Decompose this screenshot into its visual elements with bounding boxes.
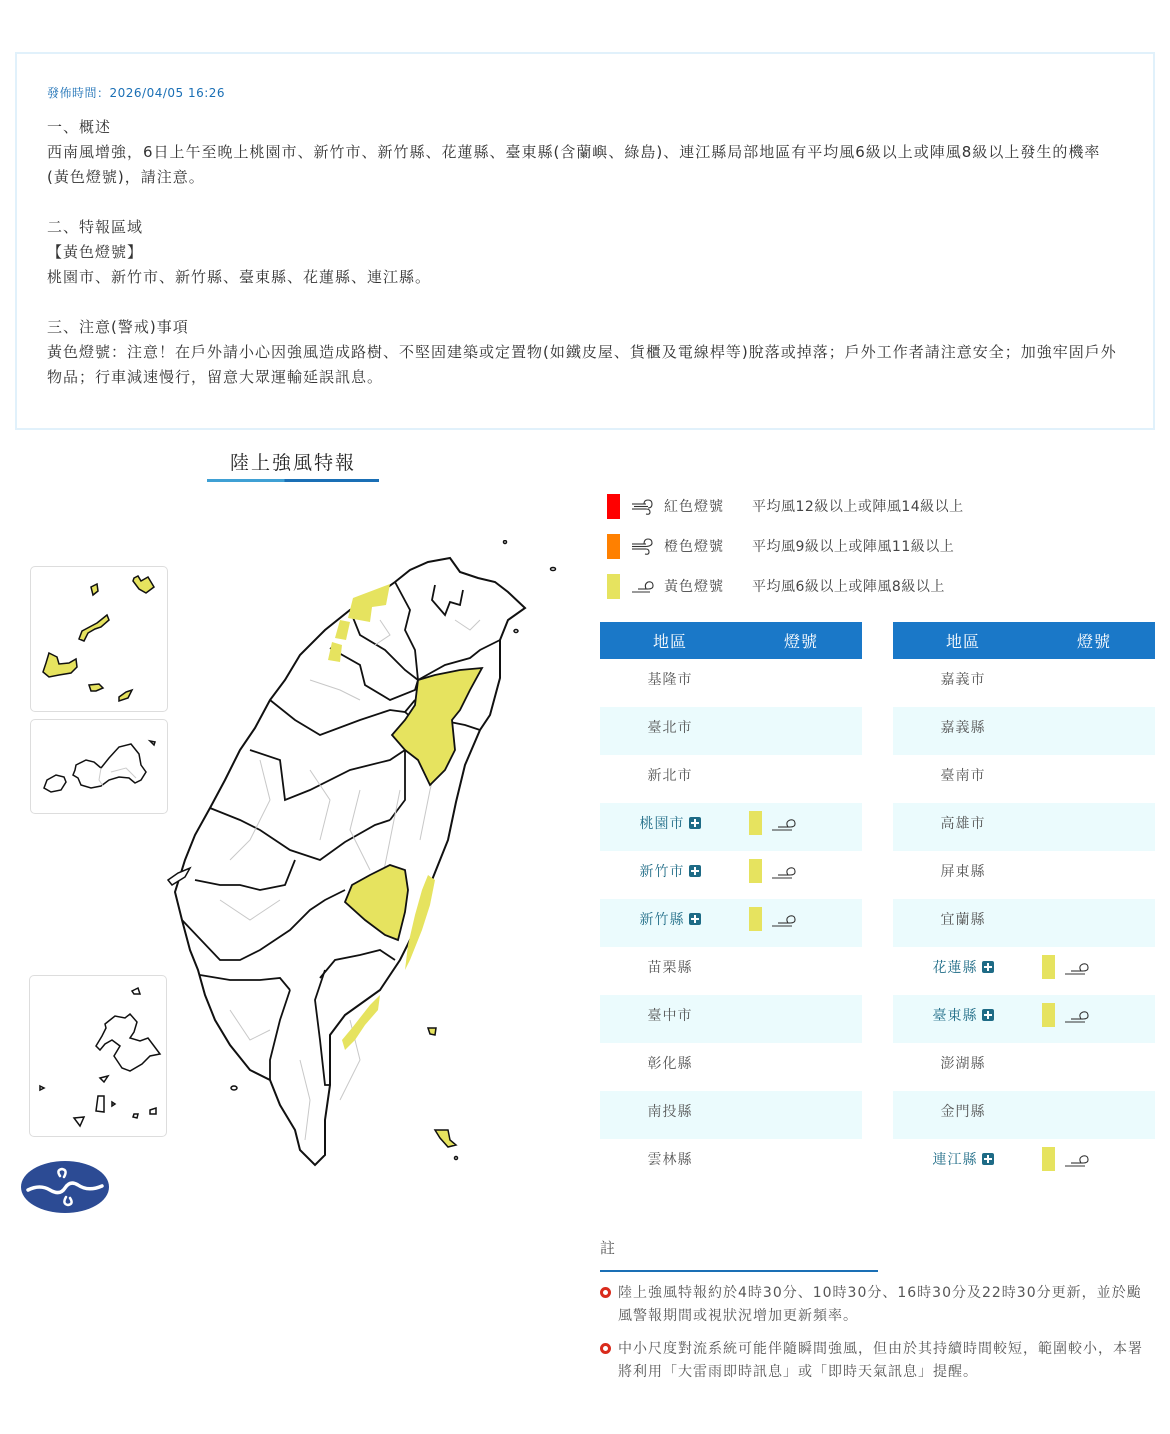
- region-label: 臺東縣: [932, 1008, 978, 1024]
- section-area-label: 【黃色燈號】: [47, 243, 144, 261]
- region-label: 澎湖縣: [940, 1056, 986, 1072]
- table-row: [600, 707, 862, 755]
- signal-cell: [1033, 1003, 1155, 1027]
- table-row: [893, 947, 1155, 995]
- yellow-signal-swatch: [749, 811, 762, 835]
- signal-cell: [740, 667, 862, 691]
- signal-cell: [1033, 667, 1155, 691]
- region-label: 嘉義縣: [940, 720, 986, 736]
- expand-plus-icon[interactable]: [982, 1009, 994, 1021]
- light-wind-icon: [1063, 957, 1091, 977]
- region-name: [600, 1053, 740, 1073]
- signal-cell: [740, 763, 862, 787]
- region-label: 金門縣: [940, 1104, 986, 1120]
- legend-orange-desc: 平均風9級以上或陣風11級以上: [752, 539, 955, 555]
- region-name: [893, 717, 1033, 737]
- issue-time: 發佈時間：2026/04/05 16:26: [47, 86, 226, 100]
- red-swatch: [607, 494, 620, 519]
- signal-cell: [740, 1051, 862, 1075]
- section-overview-title: 一、概述: [47, 118, 112, 136]
- table-row: [893, 755, 1155, 803]
- region-label: 雲林縣: [647, 1152, 693, 1168]
- cwa-logo-icon: [20, 1160, 110, 1214]
- light-wind-icon: [630, 576, 656, 596]
- region-name: [600, 1101, 740, 1121]
- region-label: 新竹市: [639, 864, 685, 880]
- header-signal: 燈號: [783, 632, 818, 651]
- note-text: 中小尺度對流系統可能伴隨瞬間強風，但由於其持續時間較短，範圍較小，本署將利用「大雷雨即時訊息」或「即時天氣訊息」提醒。: [618, 1341, 1143, 1380]
- legend-red-name: 紅色燈號: [664, 499, 724, 515]
- expand-plus-icon[interactable]: [689, 817, 701, 829]
- section-caution-body: 黃色燈號：注意！在戶外請小心因強風造成路樹、不堅固建築或定置物(如鐵皮屋、貨櫃及電線桿等)脫落或掉落；戶外工作者請注意安全；加強牢固戶外物品；行車減速慢行，留意大眾運輸延誤訊息。: [47, 343, 1117, 386]
- signal-cell: [1033, 1099, 1155, 1123]
- region-name[interactable]: [600, 861, 740, 881]
- region-name: [893, 909, 1033, 929]
- bullet-icon: [600, 1343, 611, 1354]
- legend-orange: [607, 526, 964, 566]
- region-label: 連江縣: [932, 1152, 978, 1168]
- table-row: [600, 803, 862, 851]
- region-name: [893, 765, 1033, 785]
- expand-plus-icon[interactable]: [982, 961, 994, 973]
- inset-penghu[interactable]: [29, 975, 167, 1137]
- signal-legend: [607, 486, 964, 606]
- medium-wind-icon: [630, 536, 656, 556]
- light-wind-icon: [770, 813, 798, 833]
- expand-plus-icon[interactable]: [689, 865, 701, 877]
- signal-cell: [740, 907, 862, 931]
- yellow-swatch: [607, 574, 620, 599]
- notes-section: [600, 1237, 1155, 1394]
- region-name: [893, 1101, 1033, 1121]
- table-header: [893, 622, 1155, 659]
- bullet-icon: [600, 1287, 611, 1298]
- table-row: [893, 851, 1155, 899]
- signal-cell: [1033, 907, 1155, 931]
- expand-plus-icon[interactable]: [982, 1153, 994, 1165]
- table-row: [893, 803, 1155, 851]
- signal-cell: [1033, 1147, 1155, 1171]
- light-wind-icon: [1063, 1149, 1091, 1169]
- legend-yellow: [607, 566, 964, 606]
- region-table-right: [893, 622, 1155, 1187]
- table-row: [600, 899, 862, 947]
- region-name[interactable]: [893, 1005, 1033, 1025]
- signal-cell: [1033, 859, 1155, 883]
- region-label: 苗栗縣: [647, 960, 693, 976]
- yellow-signal-swatch: [749, 859, 762, 883]
- light-wind-icon: [770, 909, 798, 929]
- taiwan-warning-map: [0, 490, 580, 1230]
- table-row: [893, 1043, 1155, 1091]
- taiwan-main-map-icon: [160, 540, 570, 1180]
- legend-yellow-name: 黃色燈號: [664, 579, 724, 595]
- region-name: [893, 1053, 1033, 1073]
- signal-cell: [1033, 715, 1155, 739]
- region-name: [600, 765, 740, 785]
- signal-cell: [740, 1003, 862, 1027]
- region-label: 花蓮縣: [932, 960, 978, 976]
- region-name[interactable]: [600, 813, 740, 833]
- table-row: [600, 755, 862, 803]
- region-name: [600, 957, 740, 977]
- signal-cell: [740, 955, 862, 979]
- table-row: [893, 1139, 1155, 1187]
- penghu-map-icon: [30, 976, 168, 1138]
- yellow-signal-swatch: [1042, 1147, 1055, 1171]
- table-row: [600, 947, 862, 995]
- signal-cell: [740, 811, 862, 835]
- signal-cell: [1033, 955, 1155, 979]
- note-text: 陸上強風特報約於4時30分、10時30分、16時30分及22時30分更新，並於颱風警報期間或視狀況增加更新頻率。: [618, 1285, 1142, 1324]
- light-wind-icon: [770, 861, 798, 881]
- map-title-block: [207, 448, 379, 482]
- lienchiang-map-icon: [31, 567, 169, 713]
- notes-underline: [600, 1270, 878, 1272]
- region-label: 南投縣: [647, 1104, 693, 1120]
- region-label: 高雄市: [940, 816, 986, 832]
- legend-yellow-desc: 平均風6級以上或陣風8級以上: [752, 579, 945, 595]
- region-name: [600, 1149, 740, 1169]
- expand-plus-icon[interactable]: [689, 913, 701, 925]
- signal-cell: [1033, 1051, 1155, 1075]
- yellow-signal-swatch: [749, 907, 762, 931]
- region-label: 臺中市: [647, 1008, 693, 1024]
- region-label: 桃園市: [639, 816, 685, 832]
- signal-cell: [1033, 763, 1155, 787]
- orange-swatch: [607, 534, 620, 559]
- table-row: [600, 995, 862, 1043]
- table-row: [600, 659, 862, 707]
- region-label: 臺南市: [940, 768, 986, 784]
- header-region: 地區: [945, 632, 980, 651]
- region-label: 宜蘭縣: [940, 912, 986, 928]
- region-name: [893, 669, 1033, 689]
- map-title-underline: [207, 479, 379, 482]
- section-caution-title: 三、注意(警戒)事項: [47, 318, 189, 336]
- region-name: [600, 1005, 740, 1025]
- table-row: [893, 707, 1155, 755]
- inset-kinmen[interactable]: [30, 719, 168, 814]
- region-name[interactable]: [893, 1149, 1033, 1169]
- section-area-body: 桃園市、新竹市、新竹縣、臺東縣、花蓮縣、連江縣。: [47, 268, 432, 286]
- header-signal: 燈號: [1076, 632, 1111, 651]
- region-table-left: [600, 622, 862, 1187]
- signal-cell: [740, 859, 862, 883]
- header-region: 地區: [652, 632, 687, 651]
- region-name[interactable]: [893, 957, 1033, 977]
- region-label: 嘉義市: [940, 672, 986, 688]
- legend-orange-name: 橙色燈號: [664, 539, 724, 555]
- signal-cell: [1033, 811, 1155, 835]
- kinmen-map-icon: [31, 720, 169, 815]
- strong-wind-icon: [630, 496, 656, 516]
- table-row: [893, 899, 1155, 947]
- table-row: [893, 1091, 1155, 1139]
- note-item: [600, 1338, 1155, 1384]
- section-overview-body: 西南風增強，6日上午至晚上桃園市、新竹市、新竹縣、花蓮縣、臺東縣(含蘭嶼、綠島)、連江縣局部地區有平均風6級以上或陣風8級以上發生的機率(黃色燈號)，請注意。: [47, 143, 1101, 186]
- region-label: 臺北市: [647, 720, 693, 736]
- region-label: 屏東縣: [940, 864, 986, 880]
- map-title: 陸上強風特報: [229, 452, 356, 474]
- signal-cell: [740, 715, 862, 739]
- legend-red-desc: 平均風12級以上或陣風14級以上: [752, 499, 964, 515]
- table-row: [893, 659, 1155, 707]
- table-header: [600, 622, 862, 659]
- region-label: 彰化縣: [647, 1056, 693, 1072]
- region-name: [893, 861, 1033, 881]
- region-label: 基隆市: [647, 672, 693, 688]
- table-row: [600, 1091, 862, 1139]
- signal-cell: [740, 1099, 862, 1123]
- region-name: [600, 717, 740, 737]
- yellow-signal-swatch: [1042, 1003, 1055, 1027]
- region-name: [893, 813, 1033, 833]
- notes-title: 註: [600, 1239, 616, 1257]
- light-wind-icon: [1063, 1005, 1091, 1025]
- section-area-title: 二、特報區域: [47, 218, 144, 236]
- inset-lienchiang[interactable]: [30, 566, 168, 712]
- table-row: [893, 995, 1155, 1043]
- note-item: [600, 1282, 1155, 1328]
- yellow-signal-swatch: [1042, 955, 1055, 979]
- table-row: [600, 1043, 862, 1091]
- region-name: [600, 669, 740, 689]
- legend-red: [607, 486, 964, 526]
- region-label: 新竹縣: [639, 912, 685, 928]
- signal-cell: [740, 1147, 862, 1171]
- region-name[interactable]: [600, 909, 740, 929]
- region-label: 新北市: [647, 768, 693, 784]
- table-row: [600, 851, 862, 899]
- table-row: [600, 1139, 862, 1187]
- warning-notice-panel: [15, 52, 1155, 430]
